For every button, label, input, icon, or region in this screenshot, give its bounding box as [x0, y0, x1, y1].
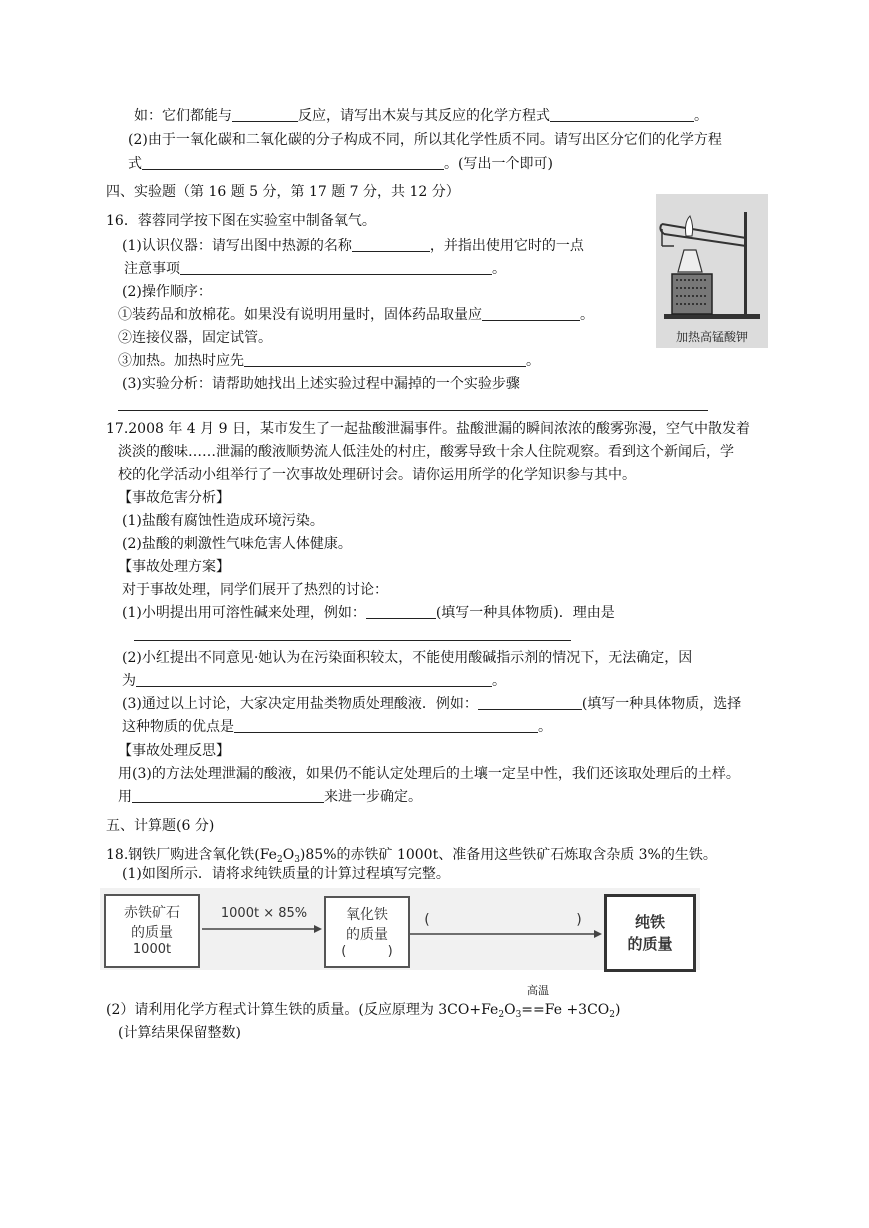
q16-text: 。 — [580, 307, 594, 323]
apparatus-illustration — [656, 194, 768, 348]
q16-step1 — [118, 305, 594, 325]
section-title-calculation: 五、计算题(6 分) — [106, 818, 215, 834]
q17-text: 。 — [538, 719, 552, 735]
q16-step2: ②连接仪器，固定试管。 — [118, 330, 272, 346]
q17-hazard-2: (2)盐酸的刺激性气味危害人体健康。 — [122, 536, 352, 552]
q18-text: )85%的赤铁矿 1000t、准备用这些铁矿石炼取含杂质 3%的生铁。 — [299, 847, 717, 863]
answer-blank[interactable] — [132, 788, 324, 803]
q18-text: (2）请利用化学方程式计算生铁的质量。(反应原理为 3CO+Fe — [106, 1002, 499, 1018]
answer-blank[interactable] — [142, 155, 444, 170]
answer-blank[interactable] — [366, 604, 436, 619]
flow-paren-open: ( — [424, 912, 430, 928]
flow-box-iron-oxide-mass — [324, 896, 410, 968]
q17-line2: 淡淡的酸味……泄漏的酸液顺势流人低洼处的村庄，酸雾导致十余人住院观察。看到这个新闻后，学 — [118, 444, 734, 460]
q16-text: 。 — [526, 353, 540, 369]
answer-line[interactable] — [118, 410, 708, 411]
flow-box-pure-iron-mass — [604, 894, 696, 972]
q18-text: ==Fe +3CO — [521, 1002, 610, 1018]
answer-blank[interactable] — [478, 695, 582, 710]
q17-line3: 校的化学活动小组举行了一次事故处理研讨会。请你运用所学的化学知识参与其中。 — [118, 467, 636, 483]
flow-answer-blank[interactable]: ( ) — [341, 944, 393, 959]
flow-box-text: 纯铁 — [634, 913, 665, 931]
reaction-condition: 高温 — [527, 984, 549, 997]
apparatus-figure — [656, 194, 768, 348]
q17-heading-hazard: 【事故危害分析】 — [118, 490, 230, 506]
q17-heading-reflection: 【事故处理反思】 — [118, 743, 230, 759]
subscript: 3 — [294, 855, 300, 865]
subscript: 2 — [498, 1010, 505, 1020]
q17-line1: 17.2008 年 4 月 9 日，某市发生了一起盐酸泄漏事件。盐酸泄漏的瞬间浓浓的酸雾弥漫，空气中散发着 — [106, 421, 750, 437]
q18-part2 — [106, 1000, 620, 1025]
q15-line3 — [128, 154, 553, 174]
q17-heading-plan: 【事故处理方案】 — [118, 559, 230, 575]
answer-blank[interactable] — [136, 672, 492, 687]
q17-hazard-1: (1)盐酸有腐蚀性造成环境污染。 — [122, 513, 324, 529]
q15-text: 。 — [694, 108, 708, 124]
q17-reflection-2 — [118, 787, 422, 807]
flow-paren-close: ) — [576, 912, 582, 928]
q17-text: 为 — [122, 673, 136, 689]
q15-text: 。(写出一个即可) — [444, 156, 553, 172]
q18-text: 18.钢铁厂购进含氧化铁(Fe — [106, 847, 277, 863]
q16-text: ，并指出使用它时的一点 — [429, 238, 584, 254]
q16-stem: 16．蓉蓉同学按下图在实验室中制备氧气。 — [106, 213, 376, 229]
flow-box-text: 的质量 — [627, 935, 673, 953]
flow-arrow-label: 1000t × 85% — [220, 906, 308, 921]
flow-box-text: 1000t — [132, 942, 172, 957]
q16-part1 — [122, 236, 584, 256]
q17-discussion-3-cont — [122, 717, 552, 737]
q18-part1: (1)如图所示．请将求纯铁质量的计算过程填写完整。 — [122, 866, 450, 882]
q17-text: (1)小明提出用可溶性碱来处理，例如： — [122, 605, 366, 621]
q15-text: 式 — [128, 156, 142, 172]
q17-reflection-1: 用(3)的方法处理泄漏的酸液，如果仍不能认定处理后的土壤一定呈中性，我们还该取处理后的土样。 — [118, 766, 740, 782]
q18-part3: (计算结果保留整数) — [118, 1025, 241, 1041]
subscript: 2 — [609, 1010, 616, 1020]
q17-text: (3)通过以上讨论，大家决定用盐类物质处理酸液．例如： — [122, 696, 478, 712]
q16-part2: (2)操作顺序： — [122, 284, 212, 300]
flow-box-text: 的质量 — [346, 927, 388, 943]
answer-blank[interactable] — [232, 107, 298, 122]
q15-line1 — [134, 106, 708, 126]
flow-box-text: 氧化铁 — [346, 907, 388, 923]
answer-blank[interactable] — [352, 237, 430, 252]
q17-text: (填写一种具体物质)．理由是 — [435, 605, 615, 621]
section-title-experiments: 四、实验题（第 16 题 5 分，第 17 题 7 分，共 12 分） — [106, 184, 460, 200]
q16-part3: (3)实验分析：请帮助她找出上述实验过程中漏掉的一个实验步骤 — [122, 376, 520, 392]
q16-step3 — [118, 351, 540, 371]
answer-blank[interactable] — [482, 306, 580, 321]
answer-blank[interactable] — [244, 352, 526, 367]
q16-text: (1)认识仪器：请写出图中热源的名称 — [122, 238, 352, 254]
subscript: 3 — [515, 1010, 522, 1020]
flow-box-text: 的质量 — [131, 925, 173, 941]
q16-text: 注意事项 — [124, 261, 180, 277]
q17-text: 来进一步确定。 — [324, 789, 422, 805]
q17-text: 。 — [492, 673, 506, 689]
q17-text: 用 — [118, 789, 132, 805]
q16-text: ①装药品和放棉花。如果没有说明用量时，固体药品取量应 — [118, 307, 482, 323]
flow-arrow-answer-blank[interactable] — [434, 910, 572, 930]
q16-text: ③加热。加热时应先 — [118, 353, 244, 369]
q16-text: 。 — [492, 261, 506, 277]
q16-part1-cont — [124, 259, 506, 279]
q18-text: ) — [615, 1002, 621, 1018]
flow-box-text: 赤铁矿石 — [124, 905, 180, 921]
answer-blank[interactable] — [550, 107, 694, 122]
q17-discussion-2: (2)小红提出不同意见·她认为在污染面积较太，不能使用酸碱指示剂的情况下，无法确定，因 — [122, 650, 693, 666]
q17-discussion-1 — [122, 603, 615, 623]
q15-line2: (2)由于一氧化碳和二氧化碳的分子构成不同，所以其化学性质不同。请写出区分它们的化学方程 — [128, 132, 722, 148]
q17-discussion-intro: 对于事故处理，同学们展开了热烈的讨论： — [122, 582, 388, 598]
q15-text: 反应，请写出木炭与其反应的化学方程式 — [298, 108, 550, 124]
figure-caption: 加热高锰酸钾 — [675, 330, 748, 344]
q17-text: 这种物质的优点是 — [122, 719, 234, 735]
answer-blank[interactable] — [180, 260, 492, 275]
q18-text: O — [504, 1002, 516, 1018]
q17-text: (填写一种具体物质，选择 — [581, 696, 742, 712]
flow-diagram — [100, 888, 700, 970]
q18-text: O — [282, 847, 295, 863]
q15-text: 如：它们都能与 — [134, 108, 232, 124]
answer-blank[interactable] — [234, 718, 538, 733]
q17-discussion-2-cont — [122, 671, 506, 691]
q17-discussion-3 — [122, 694, 741, 714]
answer-line[interactable] — [134, 640, 571, 641]
subscript: 2 — [276, 855, 283, 865]
